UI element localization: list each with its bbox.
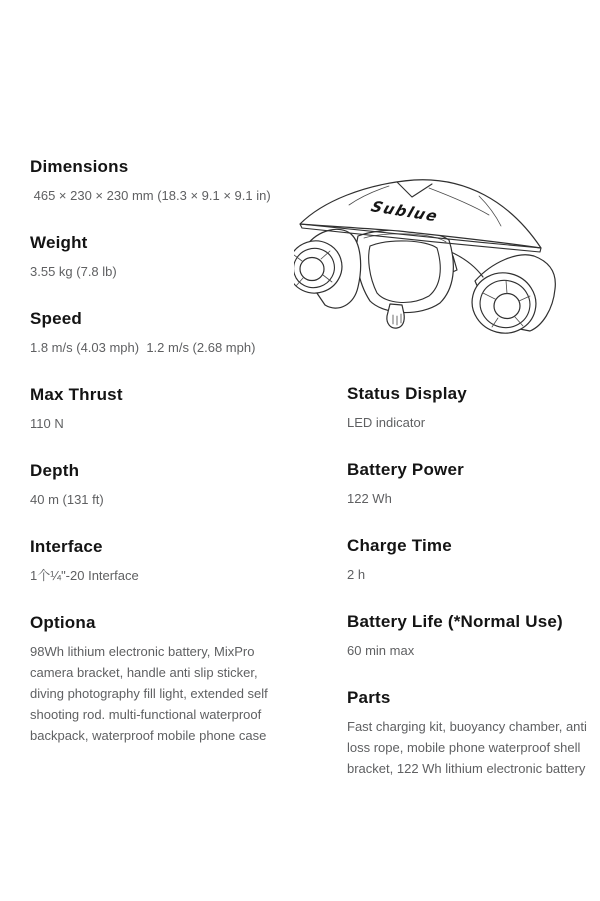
spec-value: 40 m (131 ft) [30,492,104,507]
spec-title: Max Thrust [30,385,123,404]
center-pod [356,230,453,328]
spec-title: Interface [30,537,103,556]
spec-title: Weight [30,233,88,252]
spec-value: 60 min max [347,643,415,658]
spec-title: Charge Time [347,536,452,555]
spec-title: Optiona [30,613,96,632]
underwater-scooter-drawing [294,174,590,350]
spec-section-battery-life [347,612,589,661]
spec-title: Depth [30,461,80,480]
spec-section-charge-time [347,536,589,585]
right-thruster [466,255,556,340]
spec-section-interface [30,537,294,586]
spec-value: 1.8 m/s (4.03 mph) 1.2 m/s (2.68 mph) [30,340,256,355]
spec-title: Status Display [347,384,467,403]
spec-section-optional [30,613,294,746]
spec-value: 3.55 kg (7.8 lb) [30,264,117,279]
spec-section-depth [30,461,294,510]
spec-value: 98Wh lithium electronic battery, MixPro camera bracket, handle anti slip sticker, diving photography fill light, extended self shooting rod. multi-functional waterproof backpack, waterproof mobile phone case [30,644,272,743]
spec-title: Parts [347,688,391,707]
spec-column-left [30,157,294,773]
spec-title: Dimensions [30,157,129,176]
spec-section-battery-power [347,460,589,509]
spec-column-right [347,384,589,806]
left-thruster [294,229,361,308]
spec-section-max-thrust [30,385,294,434]
spec-section-dimensions [30,157,294,206]
spec-value: 122 Wh [347,491,392,506]
spec-title: Speed [30,309,83,328]
spec-value: 465 × 230 × 230 mm (18.3 × 9.1 × 9.1 in) [30,188,271,203]
spec-value: Fast charging kit, buoyancy chamber, anti loss rope, mobile phone waterproof shell bracket, 122 Wh lithium electronic battery [347,719,591,776]
spec-value: 110 N [30,416,64,431]
product-illustration [294,174,590,350]
spec-title: Battery Life (*Normal Use) [347,612,563,631]
spec-title: Battery Power [347,460,464,479]
spec-section-status-display [347,384,589,433]
sublue-logo: Sublue [368,197,441,226]
spec-section-speed [30,309,294,358]
spec-value: LED indicator [347,415,426,430]
spec-value: 2 h [347,567,366,582]
spec-section-weight [30,233,294,282]
spec-value: 1个¼"-20 Interface [30,568,139,583]
spec-section-parts [347,688,589,779]
